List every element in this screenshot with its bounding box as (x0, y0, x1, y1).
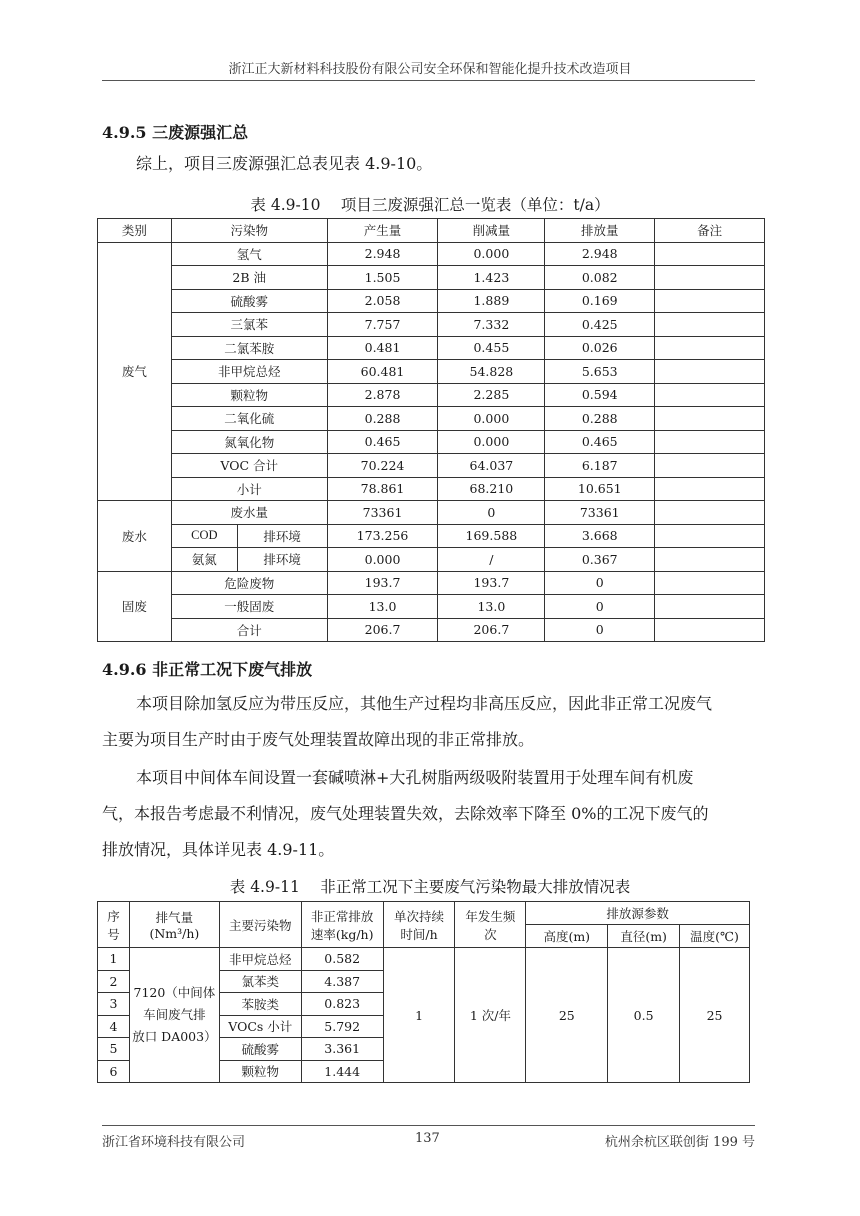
pollutant-cell: VOCs 小计 (219, 1015, 301, 1038)
produced-cell: 193.7 (327, 571, 438, 595)
pollutant-cell: 非甲烷总烃 (219, 948, 301, 971)
footer-address: 杭州余杭区联创街 199 号 (604, 1135, 755, 1150)
pollutant-cell: 二氧化硫 (171, 407, 327, 431)
produced-cell: 7.757 (327, 313, 438, 337)
header-seq: 序 号 (98, 902, 130, 948)
table-row (98, 430, 765, 454)
header-rule (102, 80, 755, 81)
produced-cell: 2.948 (327, 242, 438, 266)
table-4-9-11-caption: 表 4.9-11 非正常工况下主要废气污染物最大排放情况表 (229, 878, 631, 896)
note-cell (655, 242, 765, 266)
section-heading-496: 4.9.6 非正常工况下废气排放 (102, 660, 313, 679)
reduced-cell: 54.828 (438, 360, 545, 384)
sub-cell: 排环境 (237, 548, 327, 572)
reduced-cell: 7.332 (438, 313, 545, 337)
header-note: 备注 (655, 219, 765, 243)
header-produced: 产生量 (327, 219, 438, 243)
rate-cell: 4.387 (301, 970, 383, 993)
pollutant-cell: 硫酸雾 (171, 289, 327, 313)
table-row (98, 548, 765, 572)
table-row (98, 407, 765, 431)
sub-cell: 排环境 (237, 524, 327, 548)
pollutant-cell: 氨氮 (171, 548, 237, 572)
header-diameter: 直径(m) (608, 925, 680, 948)
pollutant-cell: 硫酸雾 (219, 1038, 301, 1061)
reduced-cell: 1.423 (438, 266, 545, 290)
table-row (98, 266, 765, 290)
category-waste-water: 废水 (98, 501, 172, 572)
note-cell (655, 595, 765, 619)
table-row (98, 571, 765, 595)
reduced-cell: 0.000 (438, 242, 545, 266)
table-row (98, 242, 765, 266)
note-cell (655, 266, 765, 290)
note-cell (655, 407, 765, 431)
produced-cell: 70.224 (327, 454, 438, 478)
pollutant-cell: 氢气 (171, 242, 327, 266)
emitted-cell: 0.465 (545, 430, 655, 454)
pollutant-cell: 颗粒物 (171, 383, 327, 407)
table-row (98, 289, 765, 313)
frequency-cell: 1 次/年 (455, 948, 526, 1083)
footer-company: 浙江省环境科技有限公司 (102, 1135, 246, 1150)
duration-cell: 1 (383, 948, 455, 1083)
reduced-cell: / (438, 548, 545, 572)
pollutant-cell: 颗粒物 (219, 1060, 301, 1083)
table-header-row (98, 219, 765, 243)
pollutant-cell: 一般固废 (171, 595, 327, 619)
reduced-cell: 193.7 (438, 571, 545, 595)
pollutant-cell: 二氯苯胺 (171, 336, 327, 360)
flow-text: 7120（中间体 (133, 985, 216, 1000)
table-row (98, 595, 765, 619)
reduced-cell: 0.000 (438, 430, 545, 454)
table-row (98, 360, 765, 384)
page-number: 137 (415, 1131, 440, 1146)
emitted-cell: 2.948 (545, 242, 655, 266)
produced-cell: 0.288 (327, 407, 438, 431)
produced-cell: 0.000 (327, 548, 438, 572)
emitted-cell: 0.169 (545, 289, 655, 313)
rate-cell: 1.444 (301, 1060, 383, 1083)
reduced-cell: 2.285 (438, 383, 545, 407)
header-duration: 单次持续 时间/h (383, 902, 455, 948)
produced-cell: 2.878 (327, 383, 438, 407)
header-flow: 排气量 (Nm³/h) (129, 902, 219, 948)
reduced-cell: 0 (438, 501, 545, 525)
pollutant-cell: 合计 (171, 618, 327, 642)
table-4-9-10-caption: 表 4.9-10 项目三废源强汇总一览表（单位：t/a） (250, 196, 610, 214)
emitted-cell: 5.653 (545, 360, 655, 384)
footer-rule (102, 1125, 755, 1126)
rate-cell: 3.361 (301, 1038, 383, 1061)
reduced-cell: 1.889 (438, 289, 545, 313)
seq-cell: 2 (98, 970, 130, 993)
emitted-cell: 0.425 (545, 313, 655, 337)
flow-text: 车间废气排 (143, 1007, 206, 1022)
table-row (98, 524, 765, 548)
seq-cell: 5 (98, 1038, 130, 1061)
pollutant-cell: 危险废物 (171, 571, 327, 595)
seq-cell: 4 (98, 1015, 130, 1038)
table-row (98, 618, 765, 642)
note-cell (655, 548, 765, 572)
emitted-cell: 6.187 (545, 454, 655, 478)
seq-cell: 1 (98, 948, 130, 971)
note-cell (655, 454, 765, 478)
table-4-9-10 (97, 218, 765, 642)
produced-cell: 78.861 (327, 477, 438, 501)
note-cell (655, 430, 765, 454)
header-height: 高度(m) (526, 925, 608, 948)
rate-cell: 5.792 (301, 1015, 383, 1038)
table-row (98, 477, 765, 501)
produced-cell: 173.256 (327, 524, 438, 548)
reduced-cell: 169.588 (438, 524, 545, 548)
pollutant-cell: 氮氧化物 (171, 430, 327, 454)
produced-cell: 2.058 (327, 289, 438, 313)
reduced-cell: 0.455 (438, 336, 545, 360)
table-header-row (98, 902, 750, 925)
emitted-cell: 0.288 (545, 407, 655, 431)
pollutant-cell: 氯苯类 (219, 970, 301, 993)
seq-cell: 3 (98, 993, 130, 1016)
pollutant-cell: 2B 油 (171, 266, 327, 290)
reduced-cell: 206.7 (438, 618, 545, 642)
emitted-cell: 10.651 (545, 477, 655, 501)
section-heading-495: 4.9.5 三废源强汇总 (102, 123, 249, 142)
emitted-cell: 3.668 (545, 524, 655, 548)
produced-cell: 73361 (327, 501, 438, 525)
table-row (98, 336, 765, 360)
produced-cell: 0.481 (327, 336, 438, 360)
table-row (98, 501, 765, 525)
pollutant-cell: 非甲烷总烃 (171, 360, 327, 384)
reduced-cell: 64.037 (438, 454, 545, 478)
note-cell (655, 313, 765, 337)
seq-cell: 6 (98, 1060, 130, 1083)
header-rate: 非正常排放 速率(kg/h) (301, 902, 383, 948)
reduced-cell: 68.210 (438, 477, 545, 501)
emitted-cell: 0.367 (545, 548, 655, 572)
produced-cell: 1.505 (327, 266, 438, 290)
produced-cell: 0.465 (327, 430, 438, 454)
section-496-para2-line1: 本项目中间体车间设置一套碱喷淋+大孔树脂两级吸附装置用于处理车间有机废 (136, 768, 694, 787)
diameter-cell: 0.5 (608, 948, 680, 1083)
note-cell (655, 618, 765, 642)
pollutant-cell: COD (171, 524, 237, 548)
rate-cell: 0.582 (301, 948, 383, 971)
section-496-para1-line1: 本项目除加氢反应为带压反应，其他生产过程均非高压反应，因此非正常工况废气 (136, 694, 713, 713)
table-row (98, 313, 765, 337)
category-waste-gas: 废气 (98, 242, 172, 501)
section-495-intro: 综上，项目三废源强汇总表见表 4.9-10。 (136, 154, 433, 173)
produced-cell: 206.7 (327, 618, 438, 642)
produced-cell: 60.481 (327, 360, 438, 384)
section-496-para1-line2: 主要为项目生产时由于废气处理装置故障出现的非正常排放。 (102, 730, 535, 749)
section-496-para2-line2: 气，本报告考虑最不利情况，废气处理装置失效，去除效率下降至 0%的工况下废气的 (102, 804, 709, 823)
note-cell (655, 383, 765, 407)
pollutant-cell: 废水量 (171, 501, 327, 525)
pollutant-cell: 小计 (171, 477, 327, 501)
note-cell (655, 336, 765, 360)
table-row (98, 454, 765, 478)
header-category: 类别 (98, 219, 172, 243)
emitted-cell: 0.082 (545, 266, 655, 290)
emitted-cell: 73361 (545, 501, 655, 525)
note-cell (655, 524, 765, 548)
header-pollutant: 污染物 (171, 219, 327, 243)
category-solid-waste: 固废 (98, 571, 172, 642)
note-cell (655, 571, 765, 595)
note-cell (655, 360, 765, 384)
height-cell: 25 (526, 948, 608, 1083)
header-reduced: 削减量 (438, 219, 545, 243)
table-row (98, 383, 765, 407)
emitted-cell: 0.594 (545, 383, 655, 407)
flow-text: 放口 DA003） (132, 1029, 217, 1044)
note-cell (655, 289, 765, 313)
emitted-cell: 0 (545, 595, 655, 619)
note-cell (655, 501, 765, 525)
header-emitted: 排放量 (545, 219, 655, 243)
header-pollutant: 主要污染物 (219, 902, 301, 948)
header-frequency: 年发生频 次 (455, 902, 526, 948)
pollutant-cell: VOC 合计 (171, 454, 327, 478)
temperature-cell: 25 (680, 948, 750, 1083)
reduced-cell: 13.0 (438, 595, 545, 619)
rate-cell: 0.823 (301, 993, 383, 1016)
page-header: 浙江正大新材料科技股份有限公司安全环保和智能化提升技术改造项目 (228, 62, 632, 77)
produced-cell: 13.0 (327, 595, 438, 619)
pollutant-cell: 三氯苯 (171, 313, 327, 337)
pollutant-cell: 苯胺类 (219, 993, 301, 1016)
header-temperature: 温度(℃) (680, 925, 750, 948)
note-cell (655, 477, 765, 501)
emitted-cell: 0.026 (545, 336, 655, 360)
table-row (98, 948, 750, 971)
reduced-cell: 0.000 (438, 407, 545, 431)
table-4-9-11 (97, 901, 750, 1083)
header-source-params: 排放源参数 (526, 902, 750, 925)
emitted-cell: 0 (545, 571, 655, 595)
emitted-cell: 0 (545, 618, 655, 642)
section-496-para2-line3: 排放情况，具体详见表 4.9-11。 (102, 840, 335, 859)
flow-cell (129, 948, 219, 1083)
